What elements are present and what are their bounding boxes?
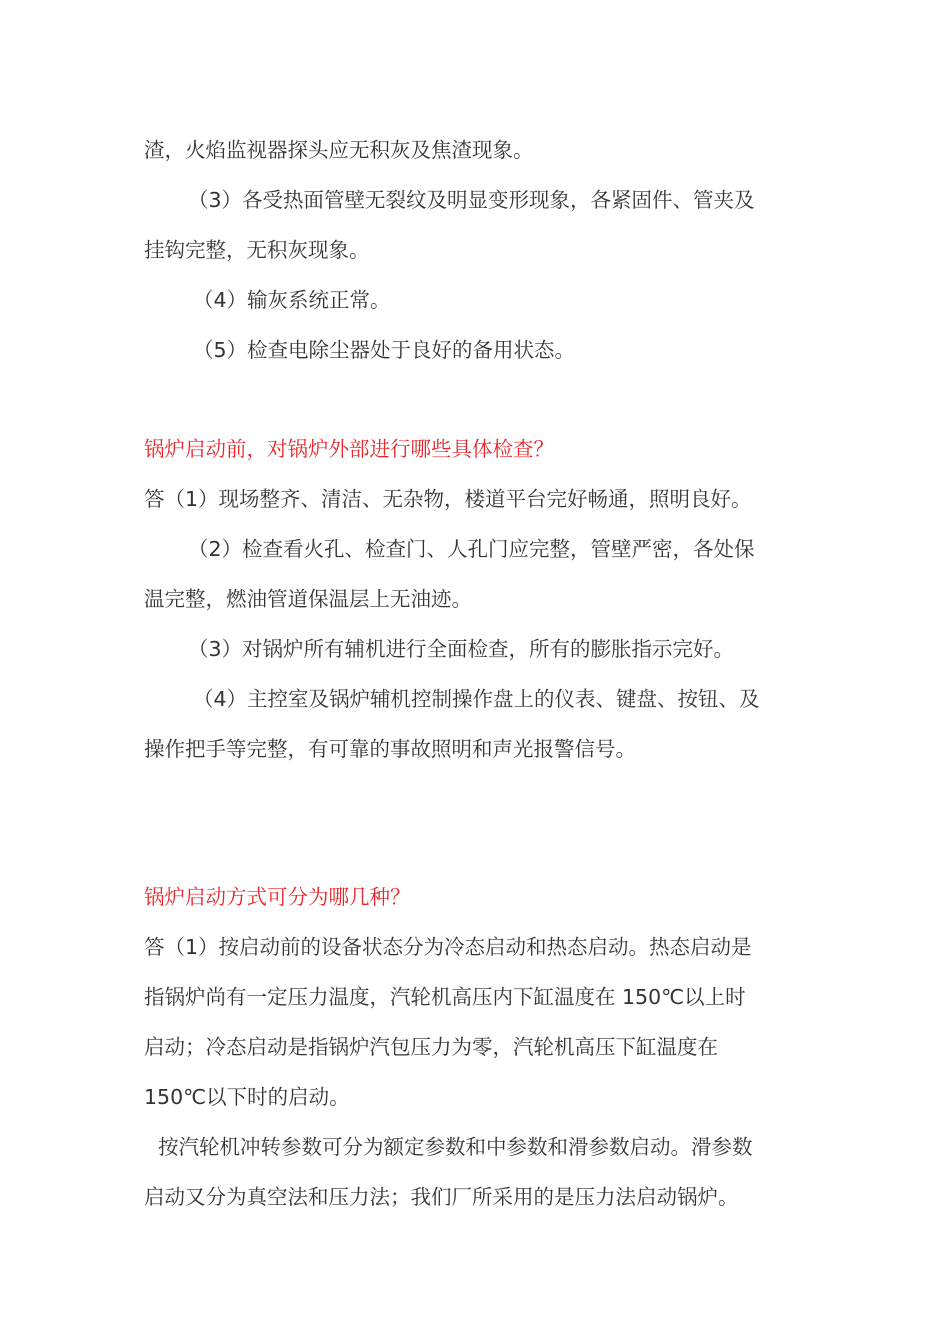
section-heading-startup-modes: 锅炉启动方式可分为哪几种？ [144, 885, 411, 909]
list-item-3-line-2: 挂钩完整，无积灰现象。 [144, 238, 370, 262]
section-heading-external-check: 锅炉启动前，对锅炉外部进行哪些具体检查？ [144, 437, 554, 461]
list-item-5: （5）检查电除尘器处于良好的备用状态。 [193, 338, 576, 362]
answer-item-3: （3）对锅炉所有辅机进行全面检查，所有的膨胀指示完好。 [188, 637, 735, 661]
answer-item-1: 答（1）现场整齐、清洁、无杂物，楼道平台完好畅通，照明良好。 [144, 487, 752, 511]
list-item-3-line-1: （3）各受热面管壁无裂纹及明显变形现象，各紧固件、管夹及 [188, 188, 755, 212]
paragraph-2-line-1: 按汽轮机冲转参数可分为额定参数和中参数和滑参数启动。滑参数 [158, 1135, 753, 1159]
answer-item-4-line-1: （4）主控室及锅炉辅机控制操作盘上的仪表、键盘、按钮、及 [193, 687, 760, 711]
paragraph-2-line-2: 启动又分为真空法和压力法；我们厂所采用的是压力法启动锅炉。 [144, 1185, 739, 1209]
answer-item-2-line-2: 温完整，燃油管道保温层上无油迹。 [144, 587, 472, 611]
paragraph-line: 渣，火焰监视器探头应无积灰及焦渣现象。 [144, 138, 534, 162]
answer-line-3: 启动；冷态启动是指锅炉汽包压力为零，汽轮机高压下缸温度在 [144, 1035, 718, 1059]
answer-item-4-line-2: 操作把手等完整，有可靠的事故照明和声光报警信号。 [144, 737, 636, 761]
answer-line-2: 指锅炉尚有一定压力温度，汽轮机高压内下缸温度在 150℃以上时 [144, 985, 746, 1009]
answer-line-4: 150℃以下时的启动。 [144, 1085, 350, 1109]
answer-item-2-line-1: （2）检查看火孔、检查门、人孔门应完整，管壁严密，各处保 [188, 537, 755, 561]
list-item-4: （4）输灰系统正常。 [193, 288, 391, 312]
answer-line-1: 答（1）按启动前的设备状态分为冷态启动和热态启动。热态启动是 [144, 935, 752, 959]
